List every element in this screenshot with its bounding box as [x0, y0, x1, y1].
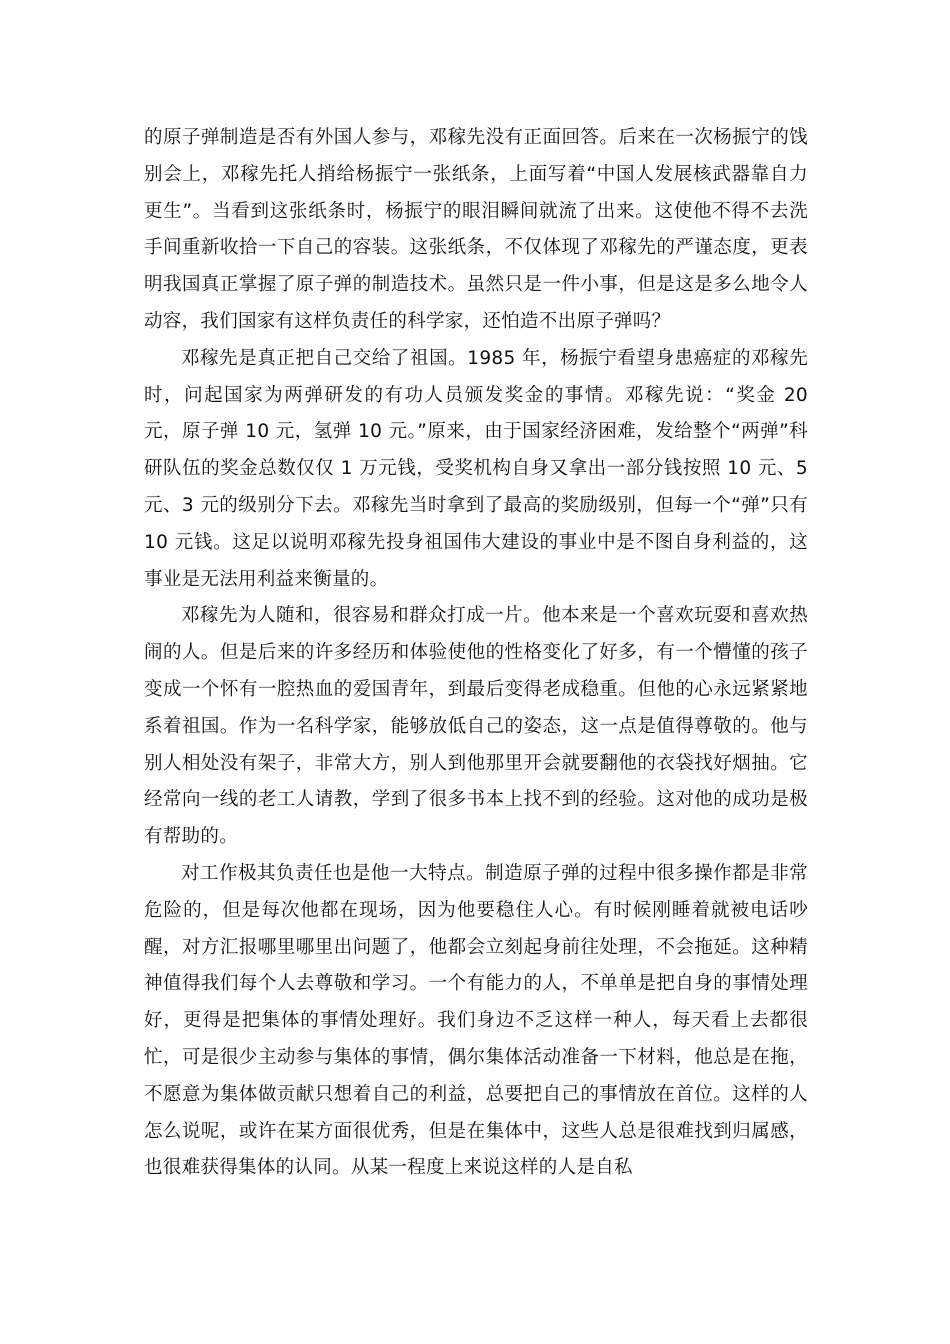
paragraph-4: 对工作极其负责任也是他一大特点。制造原子弹的过程中很多操作都是非常危险的，但是每次他都在现场，因为他要稳住人心。有时候刚睡着就被电话吵醒，对方汇报哪里哪里出问题了，他都会立刻起身前往处理，不会拖延。这种精神值得我们每个人去尊敬和学习。一个有能力的人，不单单是把自身的事情处理好，更得是把集体的事情处理好。我们身边不乏这样一种人，每天看上去都很忙，可是很少主动参与集体的事情，偶尔集体活动准备一下材料，他总是在拖，不愿意为集体做贡献只想着自己的利益，总要把自己的事情放在首位。这样的人怎么说呢，或许在某方面很优秀，但是在集体中，这些人总是很难找到归属感，也很难获得集体的认同。从某一程度上来说这样的人是自私: [144, 862, 808, 1179]
paragraph-3: 邓稼先为人随和，很容易和群众打成一片。他本来是一个喜欢玩耍和喜欢热闹的人。但是后来的许多经历和体验使他的性格变化了好多，有一个懵懂的孩子变成一个怀有一腔热血的爱国青年，到最后变得老成稳重。但他的心永远紧紧地系着祖国。作为一名科学家，能够放低自己的姿态，这一点是值得尊敬的。他与别人相处没有架子，非常大方，别人到他那里开会就要翻他的衣袋找好烟抽。它经常向一线的老工人请教，学到了很多书本上找不到的经验。这对他的成功是极有帮助的。: [144, 605, 808, 848]
paragraph-2: 邓稼先是真正把自己交给了祖国。1985 年，杨振宁看望身患癌症的邓稼先时，问起国家为两弹研发的有功人员颁发奖金的事情。邓稼先说：“奖金 20 元，原子弹 10 元，氢弹 10 元。”原来，由于国家经济困难，发给整个“两弹”科研队伍的奖金总数仅仅 1 万元钱，受奖机构自身又拿出一部分钱按照 10 元、5 元、3 元的级别分下去。邓稼先当时拿到了最高的奖励级别，但每一个“弹”只有 10 元钱。这足以说明邓稼先投身祖国伟大建设的事业中是不图自身利益的，这事业是无法用利益来衡量的。: [144, 347, 809, 590]
paragraph-1: 的原子弹制造是否有外国人参与，邓稼先没有正面回答。后来在一次杨振宁的饯别会上，邓稼先托人捎给杨振宁一张纸条，上面写着“中国人发展核武器靠自力更生”。当看到这张纸条时，杨振宁的眼泪瞬间就流了出来。这使他不得不去洗手间重新收拾一下自己的容装。这张纸条，不仅体现了邓稼先的严谨态度，更表明我国真正掌握了原子弹的制造技术。虽然只是一件小事，但是这是多么地令人动容，我们国家有这样负责任的科学家，还怕造不出原子弹吗？: [144, 127, 808, 332]
document-body: [144, 120, 808, 1187]
